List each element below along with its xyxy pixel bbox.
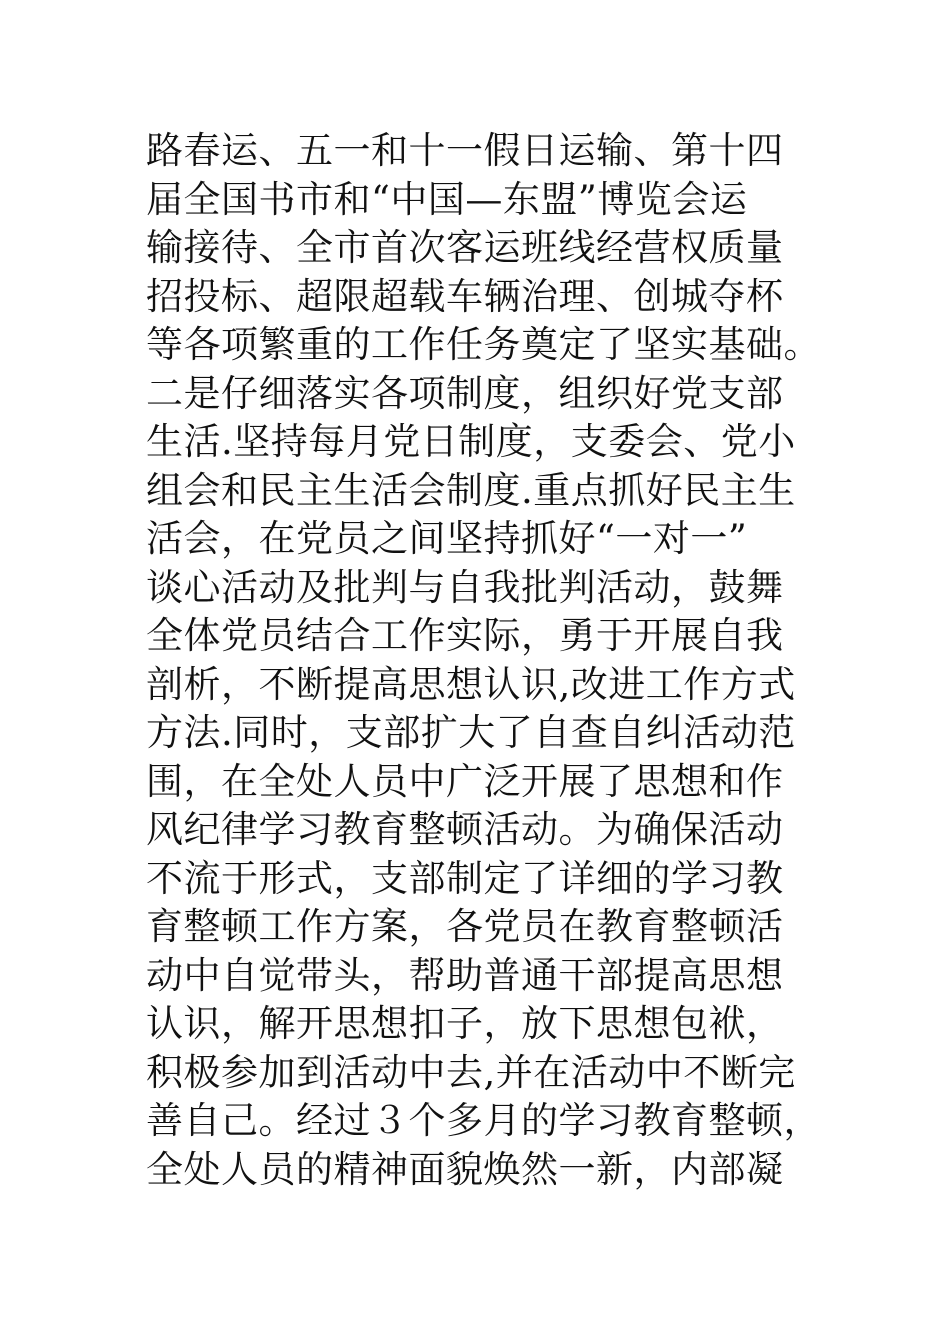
- text-line: 剖析，不断提高思想认识,改进工作方式: [146, 662, 796, 706]
- text-line: 届全国书市和“中国—东盟”博览会运: [146, 177, 748, 221]
- text-line: 谈心活动及批判与自我批判活动，鼓舞: [146, 565, 784, 609]
- text-line: 不流于形式，支部制定了详细的学习教: [146, 856, 784, 900]
- text-line: 围，在全处人员中广泛开展了思想和作: [146, 759, 784, 803]
- body-text: [146, 127, 846, 1194]
- text-line: 认识，解开思想扣子，放下思想包袱，: [146, 1002, 784, 1045]
- text-line: 生活.坚持每月党日制度，支委会、党小: [146, 420, 796, 463]
- text-line: 招投标、超限超载车辆治理、创城夺杯: [146, 274, 784, 318]
- text-line: 输接待、全市首次客运班线经营权质量: [146, 226, 784, 269]
- text-line: 全处人员的精神面貌焕然一新，内部凝: [146, 1147, 784, 1191]
- text-line: 方法.同时，支部扩大了自查自纠活动范: [146, 711, 796, 754]
- text-line: 二是仔细落实各项制度，组织好党支部: [146, 371, 784, 415]
- text-line: 积极参加到活动中去,并在活动中不断完: [146, 1050, 796, 1094]
- text-line: 善自己。经过３个多月的学习教育整顿，: [146, 1099, 821, 1142]
- text-line: 全体党员结合工作实际，勇于开展自我: [146, 614, 784, 657]
- text-line: 组会和民主生活会制度.重点抓好民主生: [146, 468, 796, 512]
- text-line: 动中自觉带头，帮助普通干部提高思想: [146, 953, 784, 997]
- text-line: 活会，在党员之间坚持抓好“一对一”: [146, 517, 748, 560]
- text-line: 育整顿工作方案，各党员在教育整顿活: [146, 905, 784, 948]
- text-line: 路春运、五一和十一假日运输、第十四: [146, 129, 784, 172]
- text-line: 等各项繁重的工作任务奠定了坚实基础。: [146, 323, 821, 366]
- text-line: 风纪律学习教育整顿活动。为确保活动: [146, 808, 784, 851]
